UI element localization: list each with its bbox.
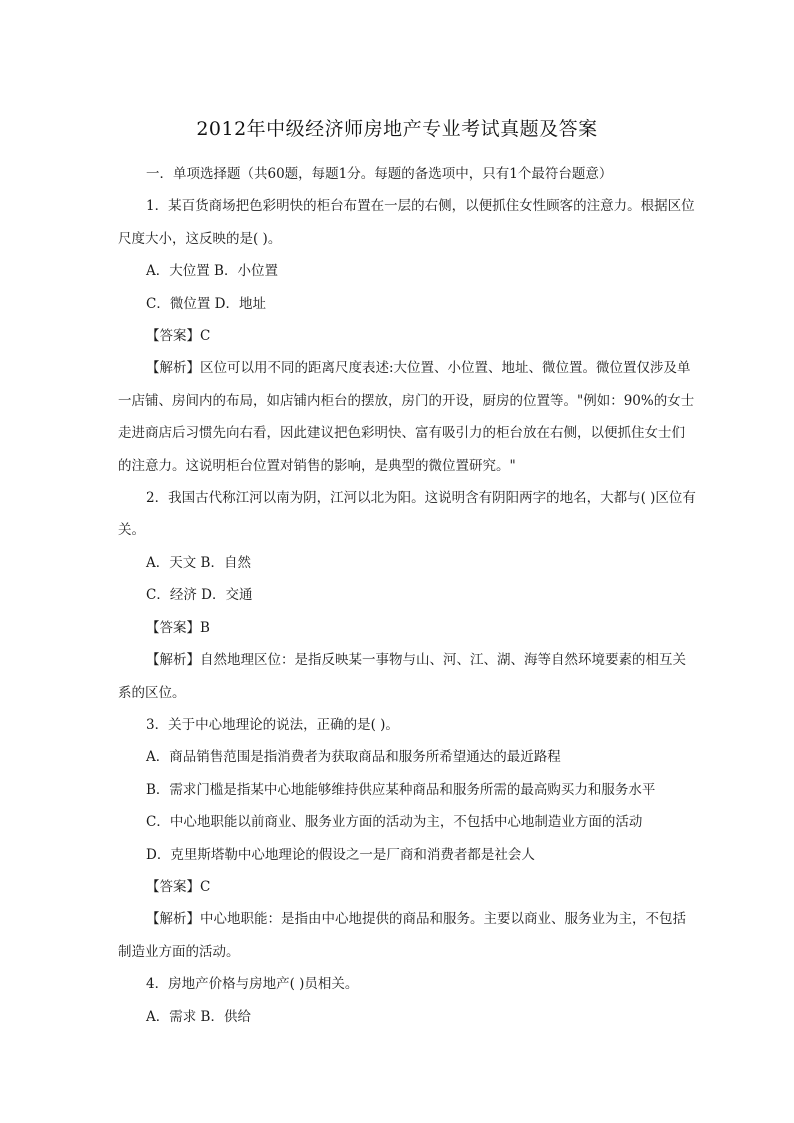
question-3-option-d: D．克里斯塔勒中心地理论的假设之一是厂商和消费者都是社会人 [146,846,535,863]
question-2-stem: 2．我国古代称江河以南为阴，江河以北为阳。这说明含有阴阳两字的地名，大都与( )区位有关。 [118,490,696,539]
question-3-analysis: 【解析】中心地职能：是指由中心地提供的商品和服务。主要以商业、服务业为主，不包括制造业方面的活动。 [118,911,686,960]
question-4-stem: 4．房地产价格与房地产( )员相关。 [146,976,359,993]
question-1-analysis: 【解析】区位可以用不同的距离尺度表述:大位置、小位置、地址、微位置。微位置仅涉及单一店铺、房间内的布局，如店铺内柜台的摆放，房门的开设，厨房的位置等。"例如：90%的女士走进商店后习惯先向右看，因此建议把色彩明快、富有吸引力的柜台放在右侧，以便抓住女士们的注意力。这说明柜台位置对销售的影响，是典型的微位置研究。" [118,360,695,474]
question-3-option-b: B．需求门槛是指某中心地能够维持供应某种商品和服务所需的最高购买力和服务水平 [146,781,656,798]
document-body [118,158,698,1033]
question-4-options-ab: A．需求 B．供给 [146,1008,251,1025]
question-3-option-c: C．中心地职能以前商业、服务业方面的活动为主，不包括中心地制造业方面的活动 [146,814,643,831]
question-1-options-ab: A．大位置 B．小位置 [146,263,278,280]
question-3-answer: 【答案】C [146,878,211,895]
question-1-stem: 1．某百货商场把色彩明快的柜台布置在一层的右侧，以便抓住女性顾客的注意力。根据区位尺度大小，这反映的是( )。 [118,198,695,247]
question-2-analysis: 【解析】自然地理区位：是指反映某一事物与山、河、江、湖、海等自然环境要素的相互关系的区位。 [118,652,686,701]
question-1-options-cd: C．微位置 D．地址 [146,295,266,312]
question-2-options-ab: A．天文 B．自然 [146,554,251,571]
question-3-stem: 3．关于中心地理论的说法，正确的是( )。 [146,716,399,733]
question-3-option-a: A．商品销售范围是指消费者为获取商品和服务所希望通达的最近路程 [146,749,561,766]
question-2-options-cd: C．经济 D．交通 [146,587,253,604]
section-heading: 一．单项选择题（共60题，每题1分。每题的备选项中，只有1个最符台题意） [146,166,613,182]
question-1-answer: 【答案】C [146,328,211,345]
question-2-answer: 【答案】B [146,619,210,636]
document-title: 2012年中级经济师房地产专业考试真题及答案 [196,118,598,140]
